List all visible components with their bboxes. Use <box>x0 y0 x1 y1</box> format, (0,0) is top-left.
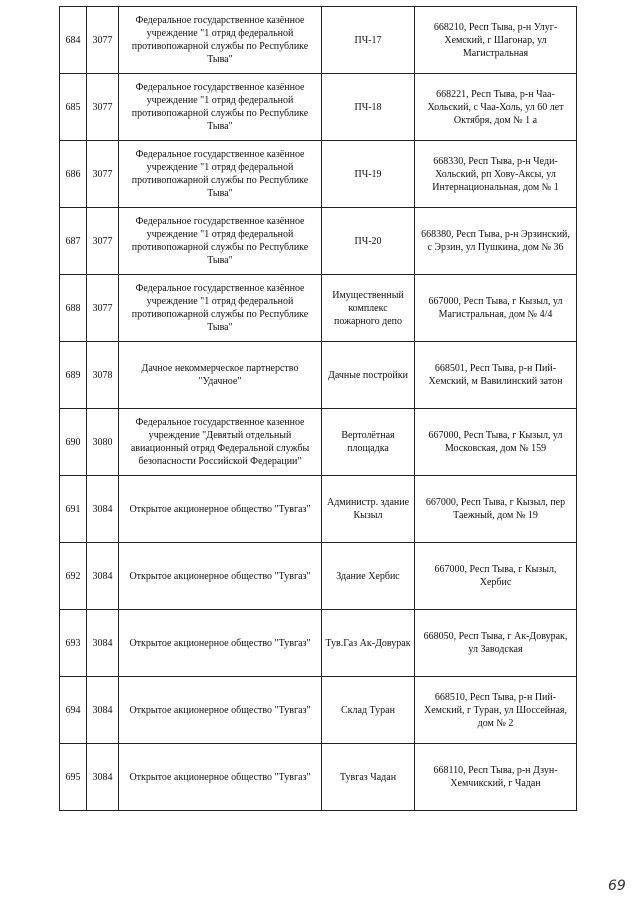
object-address: 667000, Респ Тыва, г Кызыл, ул Московская, дом № 159 <box>415 409 577 476</box>
organization-name: Федеральное государственное казённое учреждение "1 отряд федеральной противопожарной службы по Республике Тыва" <box>119 275 322 342</box>
object-name: Имущественный комплекс пожарного депо <box>322 275 415 342</box>
organization-name: Федеральное государственное казенное учреждение "Девятый отдельный авиационный отряд Федеральной службы безопасности Российской Федерации" <box>119 409 322 476</box>
organization-name: Открытое акционерное общество "Тувгаз" <box>119 610 322 677</box>
org-code: 3084 <box>87 610 119 677</box>
page-number: 69 <box>608 878 626 894</box>
table-row <box>60 409 577 476</box>
row-number: 695 <box>60 744 87 811</box>
object-address: 667000, Респ Тыва, г Кызыл, ул Магистральная, дом № 4/4 <box>415 275 577 342</box>
organization-name: Федеральное государственное казённое учреждение "1 отряд федеральной противопожарной службы по Республике Тыва" <box>119 208 322 275</box>
object-name: ПЧ-18 <box>322 74 415 141</box>
object-name: ПЧ-19 <box>322 141 415 208</box>
object-address: 667000, Респ Тыва, г Кызыл, Хербис <box>415 543 577 610</box>
row-number: 687 <box>60 208 87 275</box>
row-number: 691 <box>60 476 87 543</box>
table-row <box>60 141 577 208</box>
organization-name: Открытое акционерное общество "Тувгаз" <box>119 677 322 744</box>
organization-name: Федеральное государственное казённое учреждение "1 отряд федеральной противопожарной службы по Республике Тыва" <box>119 74 322 141</box>
table-row <box>60 677 577 744</box>
org-code: 3084 <box>87 543 119 610</box>
org-code: 3084 <box>87 677 119 744</box>
object-address: 667000, Респ Тыва, г Кызыл, пер Таежный, дом № 19 <box>415 476 577 543</box>
row-number: 686 <box>60 141 87 208</box>
row-number: 688 <box>60 275 87 342</box>
row-number: 693 <box>60 610 87 677</box>
registry-table <box>59 6 577 811</box>
row-number: 689 <box>60 342 87 409</box>
organization-name: Федеральное государственное казённое учреждение "1 отряд федеральной противопожарной службы по Республике Тыва" <box>119 141 322 208</box>
row-number: 692 <box>60 543 87 610</box>
table-row <box>60 476 577 543</box>
org-code: 3077 <box>87 208 119 275</box>
object-address: 668380, Респ Тыва, р-н Эрзинский, с Эрзин, ул Пушкина, дом № 36 <box>415 208 577 275</box>
object-address: 668501, Респ Тыва, р-н Пий-Хемский, м Вавилинский затон <box>415 342 577 409</box>
object-name: Вертолётная площадка <box>322 409 415 476</box>
org-code: 3080 <box>87 409 119 476</box>
object-name: Тувгаз Чадан <box>322 744 415 811</box>
org-code: 3077 <box>87 275 119 342</box>
table-row <box>60 543 577 610</box>
object-name: ПЧ-20 <box>322 208 415 275</box>
object-address: 668210, Респ Тыва, р-н Улуг-Хемский, г Шагонар, ул Магистральная <box>415 7 577 74</box>
org-code: 3078 <box>87 342 119 409</box>
org-code: 3077 <box>87 141 119 208</box>
organization-name: Открытое акционерное общество "Тувгаз" <box>119 543 322 610</box>
table-row <box>60 744 577 811</box>
table-row <box>60 74 577 141</box>
object-address: 668330, Респ Тыва, р-н Чеди-Хольский, рп Хову-Аксы, ул Интернациональная, дом № 1 <box>415 141 577 208</box>
table-row <box>60 7 577 74</box>
object-name: Здание Хербис <box>322 543 415 610</box>
row-number: 694 <box>60 677 87 744</box>
table-row <box>60 275 577 342</box>
organization-name: Федеральное государственное казённое учреждение "1 отряд федеральной противопожарной службы по Республике Тыва" <box>119 7 322 74</box>
row-number: 690 <box>60 409 87 476</box>
table-row <box>60 208 577 275</box>
object-address: 668050, Респ Тыва, г Ак-Довурак, ул Заводская <box>415 610 577 677</box>
org-code: 3084 <box>87 476 119 543</box>
object-address: 668110, Респ Тыва, р-н Дзун-Хемчикский, г Чадан <box>415 744 577 811</box>
object-address: 668510, Респ Тыва, р-н Пий-Хемский, г Туран, ул Шоссейная, дом № 2 <box>415 677 577 744</box>
organization-name: Дачное некоммерческое партнерство "Удачное" <box>119 342 322 409</box>
object-address: 668221, Респ Тыва, р-н Чаа-Хольский, с Чаа-Холь, ул 60 лет Октября, дом № 1 а <box>415 74 577 141</box>
object-name: Склад Туран <box>322 677 415 744</box>
row-number: 685 <box>60 74 87 141</box>
organization-name: Открытое акционерное общество "Тувгаз" <box>119 476 322 543</box>
object-name: ПЧ-17 <box>322 7 415 74</box>
object-name: Администр. здание Кызыл <box>322 476 415 543</box>
object-name: Дачные постройки <box>322 342 415 409</box>
registry-table-body <box>60 7 577 811</box>
org-code: 3084 <box>87 744 119 811</box>
organization-name: Открытое акционерное общество "Тувгаз" <box>119 744 322 811</box>
object-name: Тув.Газ Ак-Довурак <box>322 610 415 677</box>
table-row <box>60 610 577 677</box>
org-code: 3077 <box>87 7 119 74</box>
org-code: 3077 <box>87 74 119 141</box>
row-number: 684 <box>60 7 87 74</box>
table-row <box>60 342 577 409</box>
